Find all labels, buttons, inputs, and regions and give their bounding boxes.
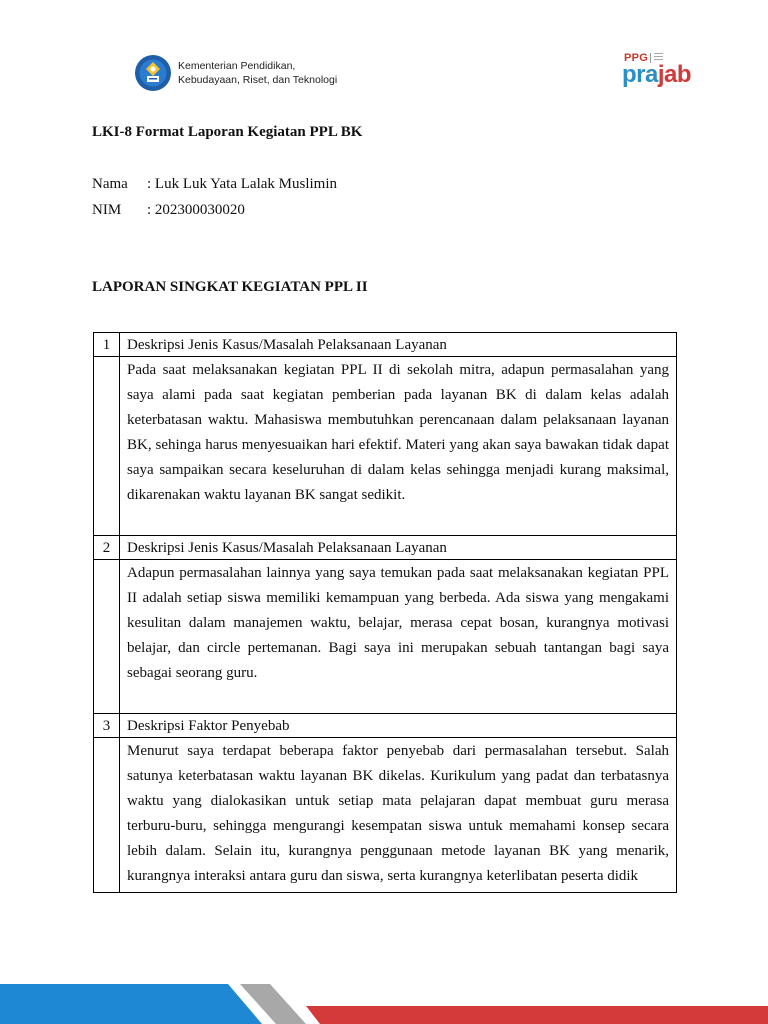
report-heading: LAPORAN SINGKAT KEGIATAN PPL II: [92, 279, 368, 295]
ppg-label: PPG: [624, 52, 649, 64]
row-heading: Deskripsi Jenis Kasus/Masalah Pelaksanaan Layanan: [120, 536, 677, 560]
ministry-name-line1: Kementerian Pendidikan,: [178, 60, 296, 72]
prajab-part1: pra: [622, 61, 658, 88]
empty-number-cell: [94, 738, 120, 893]
row-content: Pada saat melaksanakan kegiatan PPL II di sekolah mitra, adapun permasalahan yang saya alami pada saat kegiatan pemberian pada layanan BK di dalam kelas adalah keterbatasan waktu. Mahasiswa membutuhkan perencanaan dalam pelaksanaan layanan BK, sehinga harus menyesuaikan hari efektif. Materi yang akan saya bawakan tidak dapat saya sampaikan secara keseluruhan di dalam kelas sehingga menjadi kurang maksimal, dikarenakan waktu layanan BK sangat sedikit.: [120, 357, 677, 536]
prajab-wordmark: [622, 61, 691, 89]
ministry-name: [178, 59, 337, 87]
table-row: [94, 560, 677, 714]
row-number: 2: [94, 536, 120, 560]
report-table: [93, 332, 677, 893]
row-number: 1: [94, 333, 120, 357]
nim-row: [92, 202, 245, 219]
ppg-prajab-logo: [622, 50, 696, 92]
row-number: 3: [94, 714, 120, 738]
ministry-name-line2: Kebudayaan, Riset, dan Teknologi: [178, 74, 338, 86]
prajab-part2: jab: [657, 61, 692, 88]
nim-value: : 202300030020: [147, 202, 245, 218]
empty-number-cell: [94, 560, 120, 714]
row-heading: Deskripsi Faktor Penyebab: [120, 714, 677, 738]
ministry-emblem-icon: [134, 54, 172, 92]
row-content: Menurut saya terdapat beberapa faktor penyebab dari permasalahan tersebut. Salah satunya keterbatasan waktu layanan BK dikelas. Kurikulum yang padat dan terbatasnya waktu yang dialokasikan untuk setiap mata pelajaran dapat membuat guru merasa terburu-buru, sehingga mengurangi kesempatan siswa untuk memahami konsep secara lebih dalam. Selain itu, kurangnya penggunaan metode layanan BK yang menarik, kurangnya interaksi antara guru dan siswa, serta kurangnya keterlibatan peserta didik: [127, 743, 669, 884]
name-label: Nama: [92, 176, 128, 192]
row-content: Adapun permasalahan lainnya yang saya temukan pada saat melaksanakan kegiatan PPL II adalah setiap siswa memiliki kemampuan yang berbeda. Ada siswa yang mengakami kesulitan dalam manajemen waktu, belajar, merasa cepat bosan, kurangnya motivasi belajar, dan circle pertemanan. Bagi saya ini merupakan sebuah tantangan bagi saya sebagai seorang guru.: [120, 560, 677, 714]
table-row: [94, 714, 677, 738]
table-row: [94, 333, 677, 357]
footer-blue-stripe: [0, 984, 262, 1024]
ministry-logo: [134, 54, 337, 92]
name-value: : Luk Luk Yata Lalak Muslimin: [147, 176, 337, 192]
row-heading: Deskripsi Jenis Kasus/Masalah Pelaksanaan Layanan: [120, 333, 677, 357]
empty-number-cell: [94, 357, 120, 536]
table-row: [94, 536, 677, 560]
nim-label: NIM: [92, 202, 122, 218]
document-title: LKI-8 Format Laporan Kegiatan PPL BK: [92, 124, 363, 140]
name-row: [92, 176, 337, 193]
footer-red-stripe: [306, 1006, 768, 1024]
row-content-wrapper: [120, 738, 677, 893]
footer-decoration: [0, 980, 768, 1024]
table-row: [94, 738, 677, 893]
table-row: [94, 357, 677, 536]
